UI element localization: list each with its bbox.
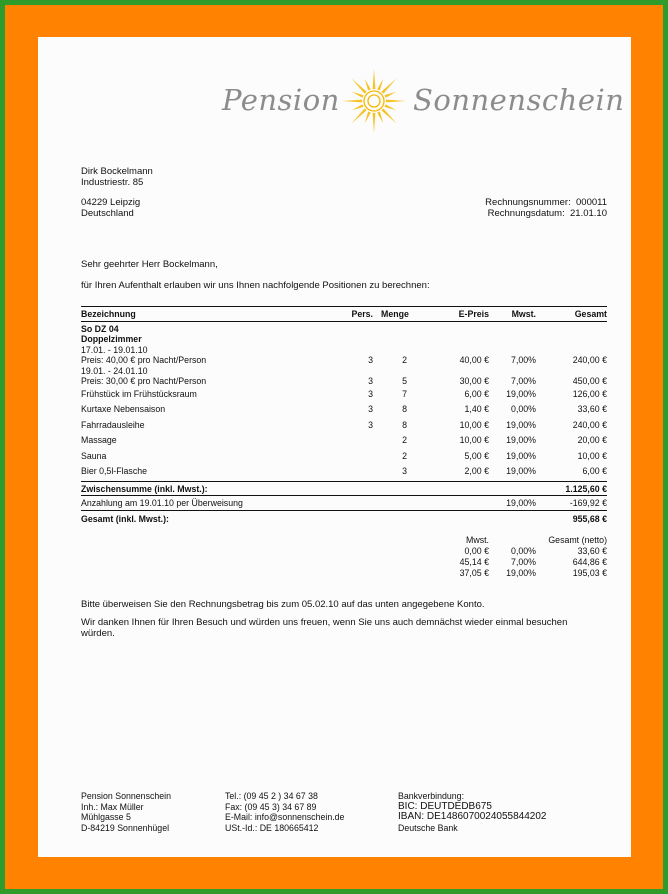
footer-company [81, 791, 171, 833]
cell-pers: 3 [368, 420, 373, 430]
cell-gesamt: 33,60 € [577, 404, 607, 414]
header-desc: Bezeichnung [81, 309, 136, 319]
item-date-range: 17.01. - 19.01.10 [81, 345, 148, 355]
recipient-address [81, 166, 153, 188]
subtotal-bottom-rule [81, 495, 607, 496]
brand-name-left: Pension [222, 83, 340, 117]
cell-pers: 3 [368, 389, 373, 399]
tax-netto: 195,03 € [572, 568, 607, 578]
footer-phone: Tel.: (09 45 2 ) 34 67 38 [225, 791, 318, 801]
cell-desc: Sauna [81, 451, 107, 461]
cell-epreis: 6,00 € [464, 389, 489, 399]
cell-gesamt: 126,00 € [572, 389, 607, 399]
tax-amount: 0,00 € [464, 546, 489, 556]
cell-mwst: 19,00% [506, 420, 536, 430]
total-value: 955,68 € [572, 514, 607, 524]
recipient-city-block [81, 197, 140, 219]
cell-menge: 3 [402, 466, 407, 476]
cell-pers: 3 [368, 355, 373, 365]
cell-epreis: 5,00 € [464, 451, 489, 461]
cell-epreis: 10,00 € [459, 435, 489, 445]
sun-icon [340, 67, 408, 135]
deposit-mwst: 19,00% [506, 498, 536, 508]
tax-netto: 33,60 € [577, 546, 607, 556]
brand-name-right: Sonnenschein [413, 83, 625, 117]
cell-gesamt: 240,00 € [572, 420, 607, 430]
cell-gesamt: 450,00 € [572, 376, 607, 386]
cell-menge: 8 [402, 404, 407, 414]
bank-bic: BIC: DEUTDEDB675 [398, 800, 492, 812]
footer-bank [398, 791, 546, 833]
cell-mwst: 7,00% [511, 376, 536, 386]
cell-gesamt: 6,00 € [582, 466, 607, 476]
cell-mwst: 0,00% [511, 404, 536, 414]
tax-head-mwst: Mwst. [466, 535, 489, 545]
tax-amount: 45,14 € [459, 557, 489, 567]
cell-epreis: 10,00 € [459, 420, 489, 430]
cell-menge: 2 [402, 451, 407, 461]
total-rule [81, 510, 607, 511]
bank-title: Bankverbindung: [398, 791, 465, 801]
cell-menge: 5 [402, 376, 407, 386]
invoice-number-label: Rechnungsnummer: [485, 197, 571, 208]
header-gesamt: Gesamt [574, 309, 607, 319]
cell-menge: 2 [402, 355, 407, 365]
deposit-value: -169,92 € [569, 498, 607, 508]
cell-mwst: 7,00% [511, 355, 536, 365]
header-pers: Pers. [351, 309, 373, 319]
payment-note: Bitte überweisen Sie den Rechnungsbetrag bis zum 05.02.10 auf das unten angegebene Konto. [81, 599, 485, 610]
table-header [81, 309, 607, 321]
cell-desc: Massage [81, 435, 117, 445]
footer-company-line: D-84219 Sonnenhügel [81, 822, 170, 833]
tax-rate: 7,00% [511, 557, 536, 567]
footer-fax: Fax: (09 45 3) 34 67 89 [225, 801, 317, 812]
deposit-label: Anzahlung am 19.01.10 per Überweisung [81, 498, 243, 508]
tax-rate: 0,00% [511, 546, 536, 556]
cell-epreis: 40,00 € [459, 355, 489, 365]
room-type: Doppelzimmer [81, 334, 142, 344]
recipient-city: 04229 Leipzig [81, 197, 141, 208]
cell-mwst: 19,00% [506, 435, 536, 445]
cell-mwst: 19,00% [506, 451, 536, 461]
footer-company-line: Mühlgasse 5 [81, 812, 131, 822]
total-label: Gesamt (inkl. Mwst.): [81, 514, 169, 524]
tax-rate: 19,00% [506, 568, 536, 578]
subtotal-rule [81, 481, 607, 482]
footer-company-line: Pension Sonnenschein [81, 791, 171, 801]
header-menge: Menge [381, 309, 409, 319]
cell-gesamt: 10,00 € [577, 451, 607, 461]
cell-mwst: 19,00% [506, 466, 536, 476]
tax-netto: 644,86 € [572, 557, 607, 567]
cell-epreis: 2,00 € [464, 466, 489, 476]
footer-company-line: Inh.: Max Müller [81, 801, 144, 812]
invoice-date-label: Rechnungsdatum: [487, 208, 565, 219]
cell-desc: Fahrradausleihe [81, 420, 145, 430]
cell-pers: 3 [368, 404, 373, 414]
invoice-number: 000011 [576, 197, 607, 208]
cell-gesamt: 20,00 € [577, 435, 607, 445]
table-top-rule [81, 306, 607, 307]
recipient-street: Industriestr. 85 [81, 177, 144, 188]
brand-logo [222, 67, 625, 139]
subtotal-value: 1.125,60 € [565, 484, 607, 494]
subtotal-label: Zwischensumme (inkl. Mwst.): [81, 484, 208, 494]
bank-iban: IBAN: DE1486070024055844202 [398, 811, 547, 822]
thanks-note: Wir danken Ihnen für Ihren Besuch und würden uns freuen, wenn Sie uns auch demnächst wieder einmal besuchen würden. [81, 617, 568, 639]
room-title: So DZ 04 [81, 324, 119, 334]
cell-pers: 3 [368, 376, 373, 386]
tax-head-netto: Gesamt (netto) [548, 535, 607, 545]
cell-desc: Bier 0,5l-Flasche [81, 466, 148, 476]
cell-epreis: 30,00 € [459, 376, 489, 386]
invoice-meta [485, 197, 607, 219]
bank-name: Deutsche Bank [398, 822, 458, 833]
table-header-rule [81, 321, 607, 322]
footer-email: E-Mail: info@sonnenschein.de [225, 812, 345, 822]
invoice-page [38, 37, 631, 857]
recipient-country: Deutschland [81, 208, 134, 219]
cell-menge: 7 [402, 389, 407, 399]
intro-text: für Ihren Aufenthalt erlauben wir uns Ihnen nachfolgende Positionen zu berechnen: [81, 280, 430, 291]
cell-desc: Kurtaxe Nebensaison [81, 404, 166, 414]
cell-gesamt: 240,00 € [572, 355, 607, 365]
header-epreis: E-Preis [458, 309, 489, 319]
cell-menge: 8 [402, 420, 407, 430]
cell-mwst: 19,00% [506, 389, 536, 399]
cell-desc: Preis: 30,00 € pro Nacht/Person [81, 376, 207, 386]
recipient-name: Dirk Bockelmann [81, 166, 153, 177]
cell-desc: Preis: 40,00 € pro Nacht/Person [81, 355, 207, 365]
item-date-range: 19.01. - 24.01.10 [81, 366, 148, 376]
salutation: Sehr geehrter Herr Bockelmann, [81, 259, 218, 270]
cell-epreis: 1,40 € [464, 404, 489, 414]
cell-desc: Frühstück im Frühstücksraum [81, 389, 197, 399]
cell-menge: 2 [402, 435, 407, 445]
tax-amount: 37,05 € [459, 568, 489, 578]
footer-contact [225, 791, 344, 833]
invoice-date: 21.01.10 [570, 208, 607, 219]
header-mwst: Mwst. [511, 309, 536, 319]
footer-vat-id: USt.-Id.: DE 180665412 [225, 822, 319, 833]
